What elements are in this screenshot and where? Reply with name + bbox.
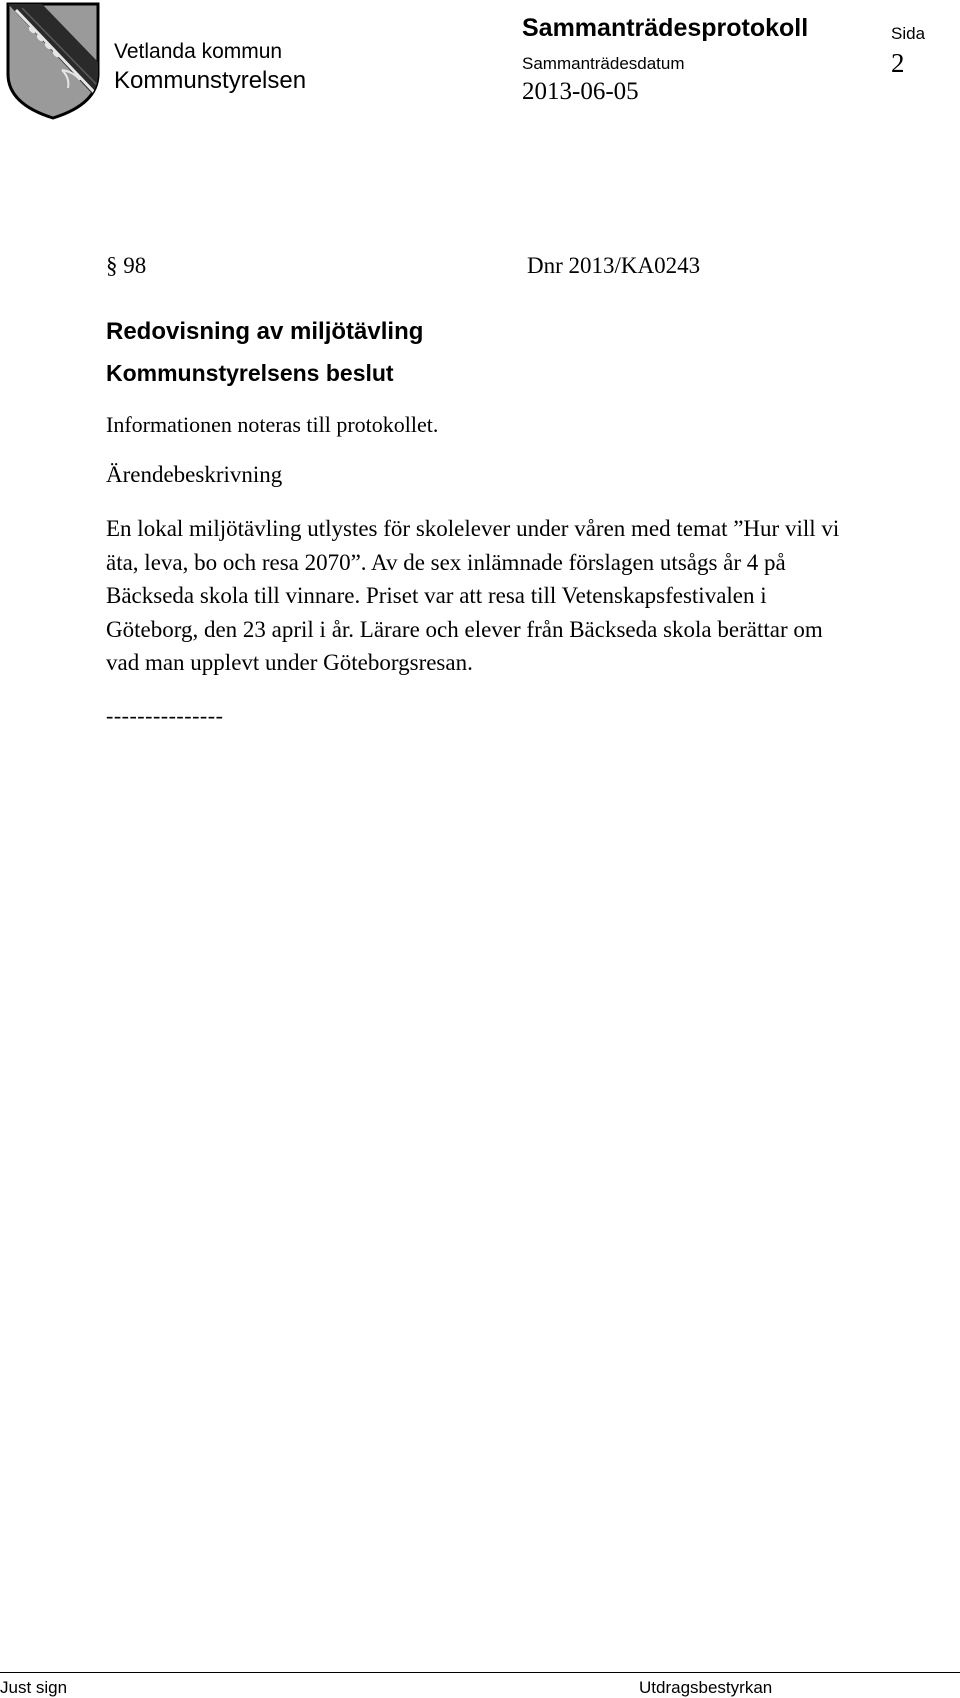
footer-extract-label: Utdragsbestyrkan: [639, 1678, 773, 1697]
description-line: äta, leva, bo och resa 2070”. Av de sex inlämnade förslagen utsågs år 4 på: [106, 549, 786, 575]
footer-divider: [0, 1672, 960, 1673]
case-number: Dnr 2013/KA0243: [527, 253, 701, 278]
item-title: Redovisning av miljötävling: [106, 318, 424, 345]
meeting-date-label: Sammanträdesdatum: [522, 54, 685, 73]
description-paragraph: [106, 512, 956, 680]
decision-heading: Kommunstyrelsens beslut: [106, 360, 394, 386]
description-line: Göteborg, den 23 april i år. Lärare och elever från Bäckseda skola berättar om: [106, 616, 823, 642]
committee-name: Kommunstyrelsen: [114, 67, 307, 94]
document-title: Sammanträdesprotokoll: [522, 14, 809, 42]
organization-name: Vetlanda kommun: [114, 40, 283, 63]
meeting-date-value: 2013-06-05: [522, 78, 639, 105]
separator-dashes: ---------------: [106, 703, 224, 728]
section-number: § 98: [106, 253, 147, 278]
description-line: En lokal miljötävling utlystes för skolelever under våren med temat ”Hur vill vi: [106, 516, 840, 541]
municipal-coat-of-arms-icon: [2, 0, 102, 122]
description-line: vad man upplevt under Göteborgsresan.: [106, 650, 473, 675]
page-label: Sida: [891, 24, 926, 43]
page-number: 2: [891, 48, 905, 78]
decision-text: Informationen noteras till protokollet.: [106, 412, 439, 437]
description-line: Bäckseda skola till vinnare. Priset var att resa till Vetenskapsfestivalen i: [106, 583, 767, 608]
description-heading: Ärendebeskrivning: [106, 462, 283, 487]
footer-sign-label: Just sign: [0, 1678, 68, 1697]
